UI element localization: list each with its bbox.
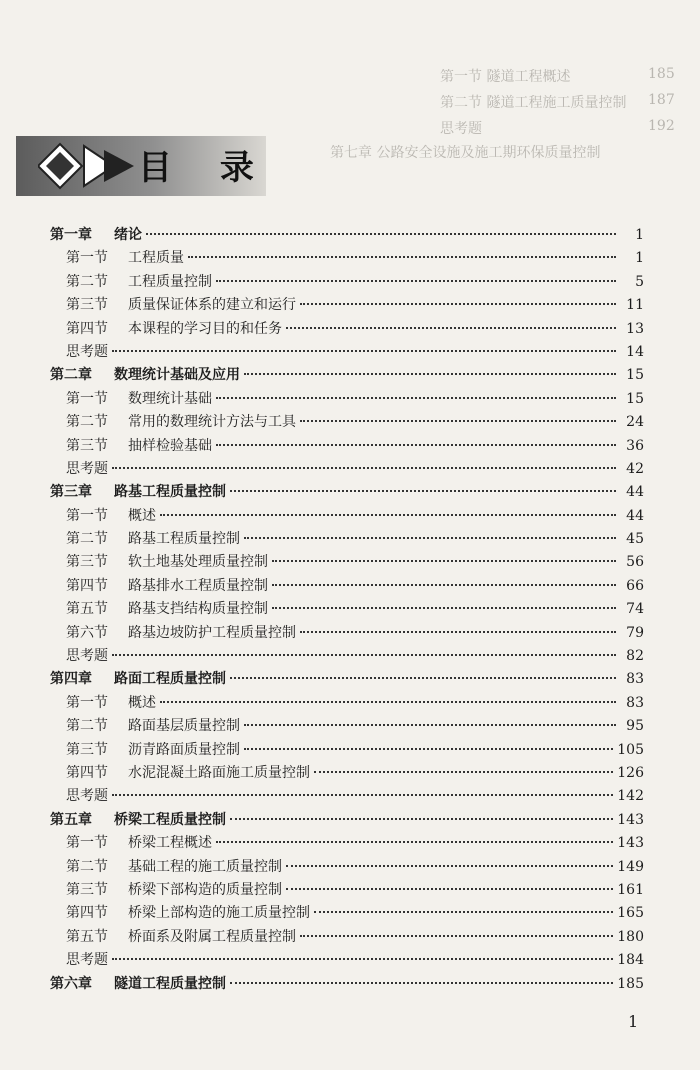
toc-section-row [50,271,644,294]
toc-entry-number: 第六节 [66,624,108,641]
bleed-through-text: 第七章 公路安全设施及施工期环保质量控制 [330,145,601,161]
leader-dots [112,794,613,796]
toc-entry-label [66,388,212,408]
toc-entry-label [66,247,184,267]
leader-dots [244,748,613,750]
leader-dots [160,514,616,516]
leader-dots [112,350,616,352]
toc-entry-label [50,973,226,993]
toc-entry-label [66,411,296,431]
leader-dots [230,982,613,984]
toc-entry-page: 66 [626,577,644,594]
toc-entry-number: 第三节 [66,741,108,758]
toc-entry-title: 思考题 [66,343,108,360]
toc-chapter-row [50,668,644,691]
leader-dots [216,280,616,282]
toc-entry-page: 44 [626,507,644,524]
toc-entry-number: 第五章 [50,811,92,828]
toc-section-row [50,411,644,434]
toc-section-row [50,926,644,949]
toc-entry-number: 第三章 [50,484,92,501]
leader-dots [216,397,616,399]
toc-section-row [50,435,644,458]
toc-section-row [50,785,644,808]
toc-section-row [50,458,644,481]
toc-entry-label [66,739,240,759]
leader-dots [188,256,616,258]
toc-entry-page: 149 [617,858,644,875]
toc-entry-page: 142 [617,788,644,805]
leader-dots [244,724,616,726]
leader-dots [272,607,616,609]
toc-entry-label [66,341,108,361]
toc-entry-title: 数理统计基础及应用 [114,367,240,384]
toc-entry-page: 165 [617,905,644,922]
toc-entry-page: 11 [626,297,644,314]
bleed-through-page: 185 [648,66,675,82]
toc-entry-number: 第四节 [66,577,108,594]
toc-entry-number: 第一节 [66,835,108,852]
toc-entry-title: 基础工程的施工质量控制 [128,858,282,875]
toc-entry-number: 第二节 [66,858,108,875]
toc-entry-page: 126 [617,764,644,781]
leader-dots [314,911,613,913]
toc-section-row [50,879,644,902]
toc-entry-label [66,551,268,571]
toc-entry-number: 第一节 [66,694,108,711]
toc-entry-page: 82 [626,648,644,665]
leader-dots [286,888,613,890]
toc-entry-number: 第三节 [66,881,108,898]
toc-entry-title: 路基边坡防护工程质量控制 [128,624,296,641]
toc-entry-title: 隧道工程质量控制 [114,975,226,992]
toc-entry-number: 第四节 [66,320,108,337]
toc-entry-page: 180 [617,928,644,945]
leader-dots [300,631,616,633]
toc-entry-page: 143 [617,811,644,828]
toc-entry-title: 水泥混凝土路面施工质量控制 [128,764,310,781]
toc-entry-number: 第二节 [66,531,108,548]
toc-entry-number: 第二章 [50,367,92,384]
toc-entry-page: 36 [626,437,644,454]
toc-section-row [50,528,644,551]
bleed-through-text: 第一节 隧道工程概述 [440,69,571,85]
leader-dots [160,701,616,703]
toc-section-row [50,739,644,762]
toc-entry-number: 第二节 [66,414,108,431]
toc-section-row [50,247,644,270]
toc-entry-title: 数理统计基础 [128,390,212,407]
page-number: 1 [628,1012,639,1031]
toc-entry-title: 桥梁下部构造的质量控制 [128,881,282,898]
toc-section-row [50,388,644,411]
toc-entry-title: 思考题 [66,788,108,805]
toc-entry-label [66,856,282,876]
toc-section-row [50,715,644,738]
toc-entry-title: 桥梁上部构造的施工质量控制 [128,905,310,922]
toc-entry-label [66,902,310,922]
toc-entry-label [66,926,296,946]
toc-entry-page: 56 [626,554,644,571]
toc-entry-label [66,762,310,782]
toc-entry-page: 105 [617,741,644,758]
toc-section-row [50,902,644,925]
toc-entry-number: 第三节 [66,554,108,571]
toc-entry-page: 143 [617,835,644,852]
toc-entry-title: 路面工程质量控制 [114,671,226,688]
toc-entry-label [50,809,226,829]
toc-entry-page: 15 [626,367,644,384]
toc-entry-number: 第四节 [66,764,108,781]
toc-entry-title: 桥面系及附属工程质量控制 [128,928,296,945]
toc-entry-number: 第二节 [66,273,108,290]
leader-dots [314,771,613,773]
leader-dots [112,467,616,469]
toc-entry-title: 常用的数理统计方法与工具 [128,414,296,431]
toc-entry-title: 路基工程质量控制 [128,531,240,548]
toc-entry-page: 45 [626,531,644,548]
toc-entry-title: 抽样检验基础 [128,437,212,454]
toc-entry-page: 95 [626,718,644,735]
leader-dots [300,303,616,305]
toc-entry-number: 第四节 [66,905,108,922]
toc-entry-page: 83 [626,694,644,711]
toc-entry-title: 工程质量控制 [128,273,212,290]
toc-entry-page: 161 [617,881,644,898]
toc-entry-number: 第四章 [50,671,92,688]
toc-section-row [50,505,644,528]
leader-dots [300,935,613,937]
toc-section-row [50,341,644,364]
toc-entry-label [66,785,108,805]
toc-entry-title: 概述 [128,507,156,524]
toc-entry-number: 第一章 [50,227,92,243]
bleed-through-page: 187 [648,92,675,108]
toc-entry-label [66,294,296,314]
toc-entry-title: 概述 [128,694,156,711]
toc-entry-page: 42 [626,460,644,477]
toc-entry-label [50,481,226,501]
toc-entry-label [66,622,296,642]
leader-dots [300,420,616,422]
toc-entry-label [66,879,282,899]
leader-dots [230,818,613,820]
toc-entry-label [50,364,240,384]
toc-entry-title: 工程质量 [128,250,184,267]
toc-entry-label [66,692,156,712]
toc-entry-number: 第一节 [66,390,108,407]
toc-entry-page: 83 [626,671,644,688]
toc-section-row [50,622,644,645]
toc-section-row [50,598,644,621]
toc-section-row [50,575,644,598]
leader-dots [146,233,616,235]
leader-dots [216,841,613,843]
leader-dots [286,865,613,867]
toc-entry-label [66,505,156,525]
leader-dots [286,327,616,329]
toc-entry-label [66,271,212,291]
page-title: 目 录 [138,148,272,188]
toc-entry-label [50,224,142,244]
leader-dots [272,560,616,562]
leader-dots [216,444,616,446]
toc-entry-label [66,715,240,735]
contents-header [16,136,286,198]
toc-entry-label [66,645,108,665]
toc-entry-title: 软土地基处理质量控制 [128,554,268,571]
toc-entry-page: 74 [626,601,644,618]
toc-section-row [50,318,644,341]
toc-entry-page: 14 [626,343,644,360]
toc-entry-label [66,458,108,478]
table-of-contents [50,224,644,996]
toc-entry-title: 本课程的学习目的和任务 [128,320,282,337]
toc-section-row [50,551,644,574]
toc-section-row [50,645,644,668]
double-arrow-icon [38,140,138,192]
toc-section-row [50,949,644,972]
toc-entry-title: 绪论 [114,227,142,243]
leader-dots [244,373,616,375]
toc-entry-label [66,832,212,852]
toc-entry-page: 15 [626,390,644,407]
bleed-through-text: 第二节 隧道工程施工质量控制 [440,95,627,111]
toc-entry-number: 第五节 [66,601,108,618]
toc-entry-page: 1 [635,227,644,243]
toc-chapter-row [50,224,644,247]
toc-entry-title: 思考题 [66,648,108,665]
toc-entry-number: 第二节 [66,718,108,735]
toc-entry-title: 路面基层质量控制 [128,718,240,735]
leader-dots [112,958,613,960]
toc-entry-number: 第三节 [66,437,108,454]
toc-entry-label [66,598,268,618]
toc-entry-number: 第五节 [66,928,108,945]
toc-entry-title: 路基排水工程质量控制 [128,577,268,594]
bleed-through-page: 192 [648,118,675,134]
toc-chapter-row [50,973,644,996]
toc-entry-number: 第六章 [50,975,92,992]
toc-chapter-row [50,481,644,504]
leader-dots [272,584,616,586]
toc-entry-title: 桥梁工程质量控制 [114,811,226,828]
toc-section-row [50,832,644,855]
toc-section-row [50,294,644,317]
toc-entry-label [66,318,282,338]
toc-entry-page: 13 [626,320,644,337]
toc-entry-title: 路基工程质量控制 [114,484,226,501]
leader-dots [230,677,616,679]
toc-entry-label [66,575,268,595]
toc-section-row [50,856,644,879]
toc-entry-label [50,668,226,688]
toc-entry-title: 沥青路面质量控制 [128,741,240,758]
leader-dots [244,537,616,539]
toc-section-row [50,692,644,715]
toc-entry-number: 第三节 [66,297,108,314]
toc-entry-number: 第一节 [66,250,108,267]
toc-section-row [50,762,644,785]
toc-chapter-row [50,809,644,832]
toc-entry-title: 质量保证体系的建立和运行 [128,297,296,314]
toc-entry-title: 路基支挡结构质量控制 [128,601,268,618]
toc-entry-page: 79 [626,624,644,641]
toc-entry-title: 思考题 [66,460,108,477]
toc-entry-label [66,528,240,548]
toc-entry-page: 24 [626,414,644,431]
toc-entry-label [66,435,212,455]
bleed-through-text: 思考题 [440,121,482,137]
leader-dots [230,490,616,492]
toc-entry-label [66,949,108,969]
toc-entry-page: 1 [635,250,644,267]
toc-chapter-row [50,364,644,387]
toc-entry-title: 思考题 [66,952,108,969]
toc-entry-number: 第一节 [66,507,108,524]
leader-dots [112,654,616,656]
toc-entry-page: 185 [617,975,644,992]
toc-entry-page: 5 [635,273,644,290]
toc-entry-title: 桥梁工程概述 [128,835,212,852]
toc-entry-page: 44 [626,484,644,501]
toc-entry-page: 184 [617,952,644,969]
